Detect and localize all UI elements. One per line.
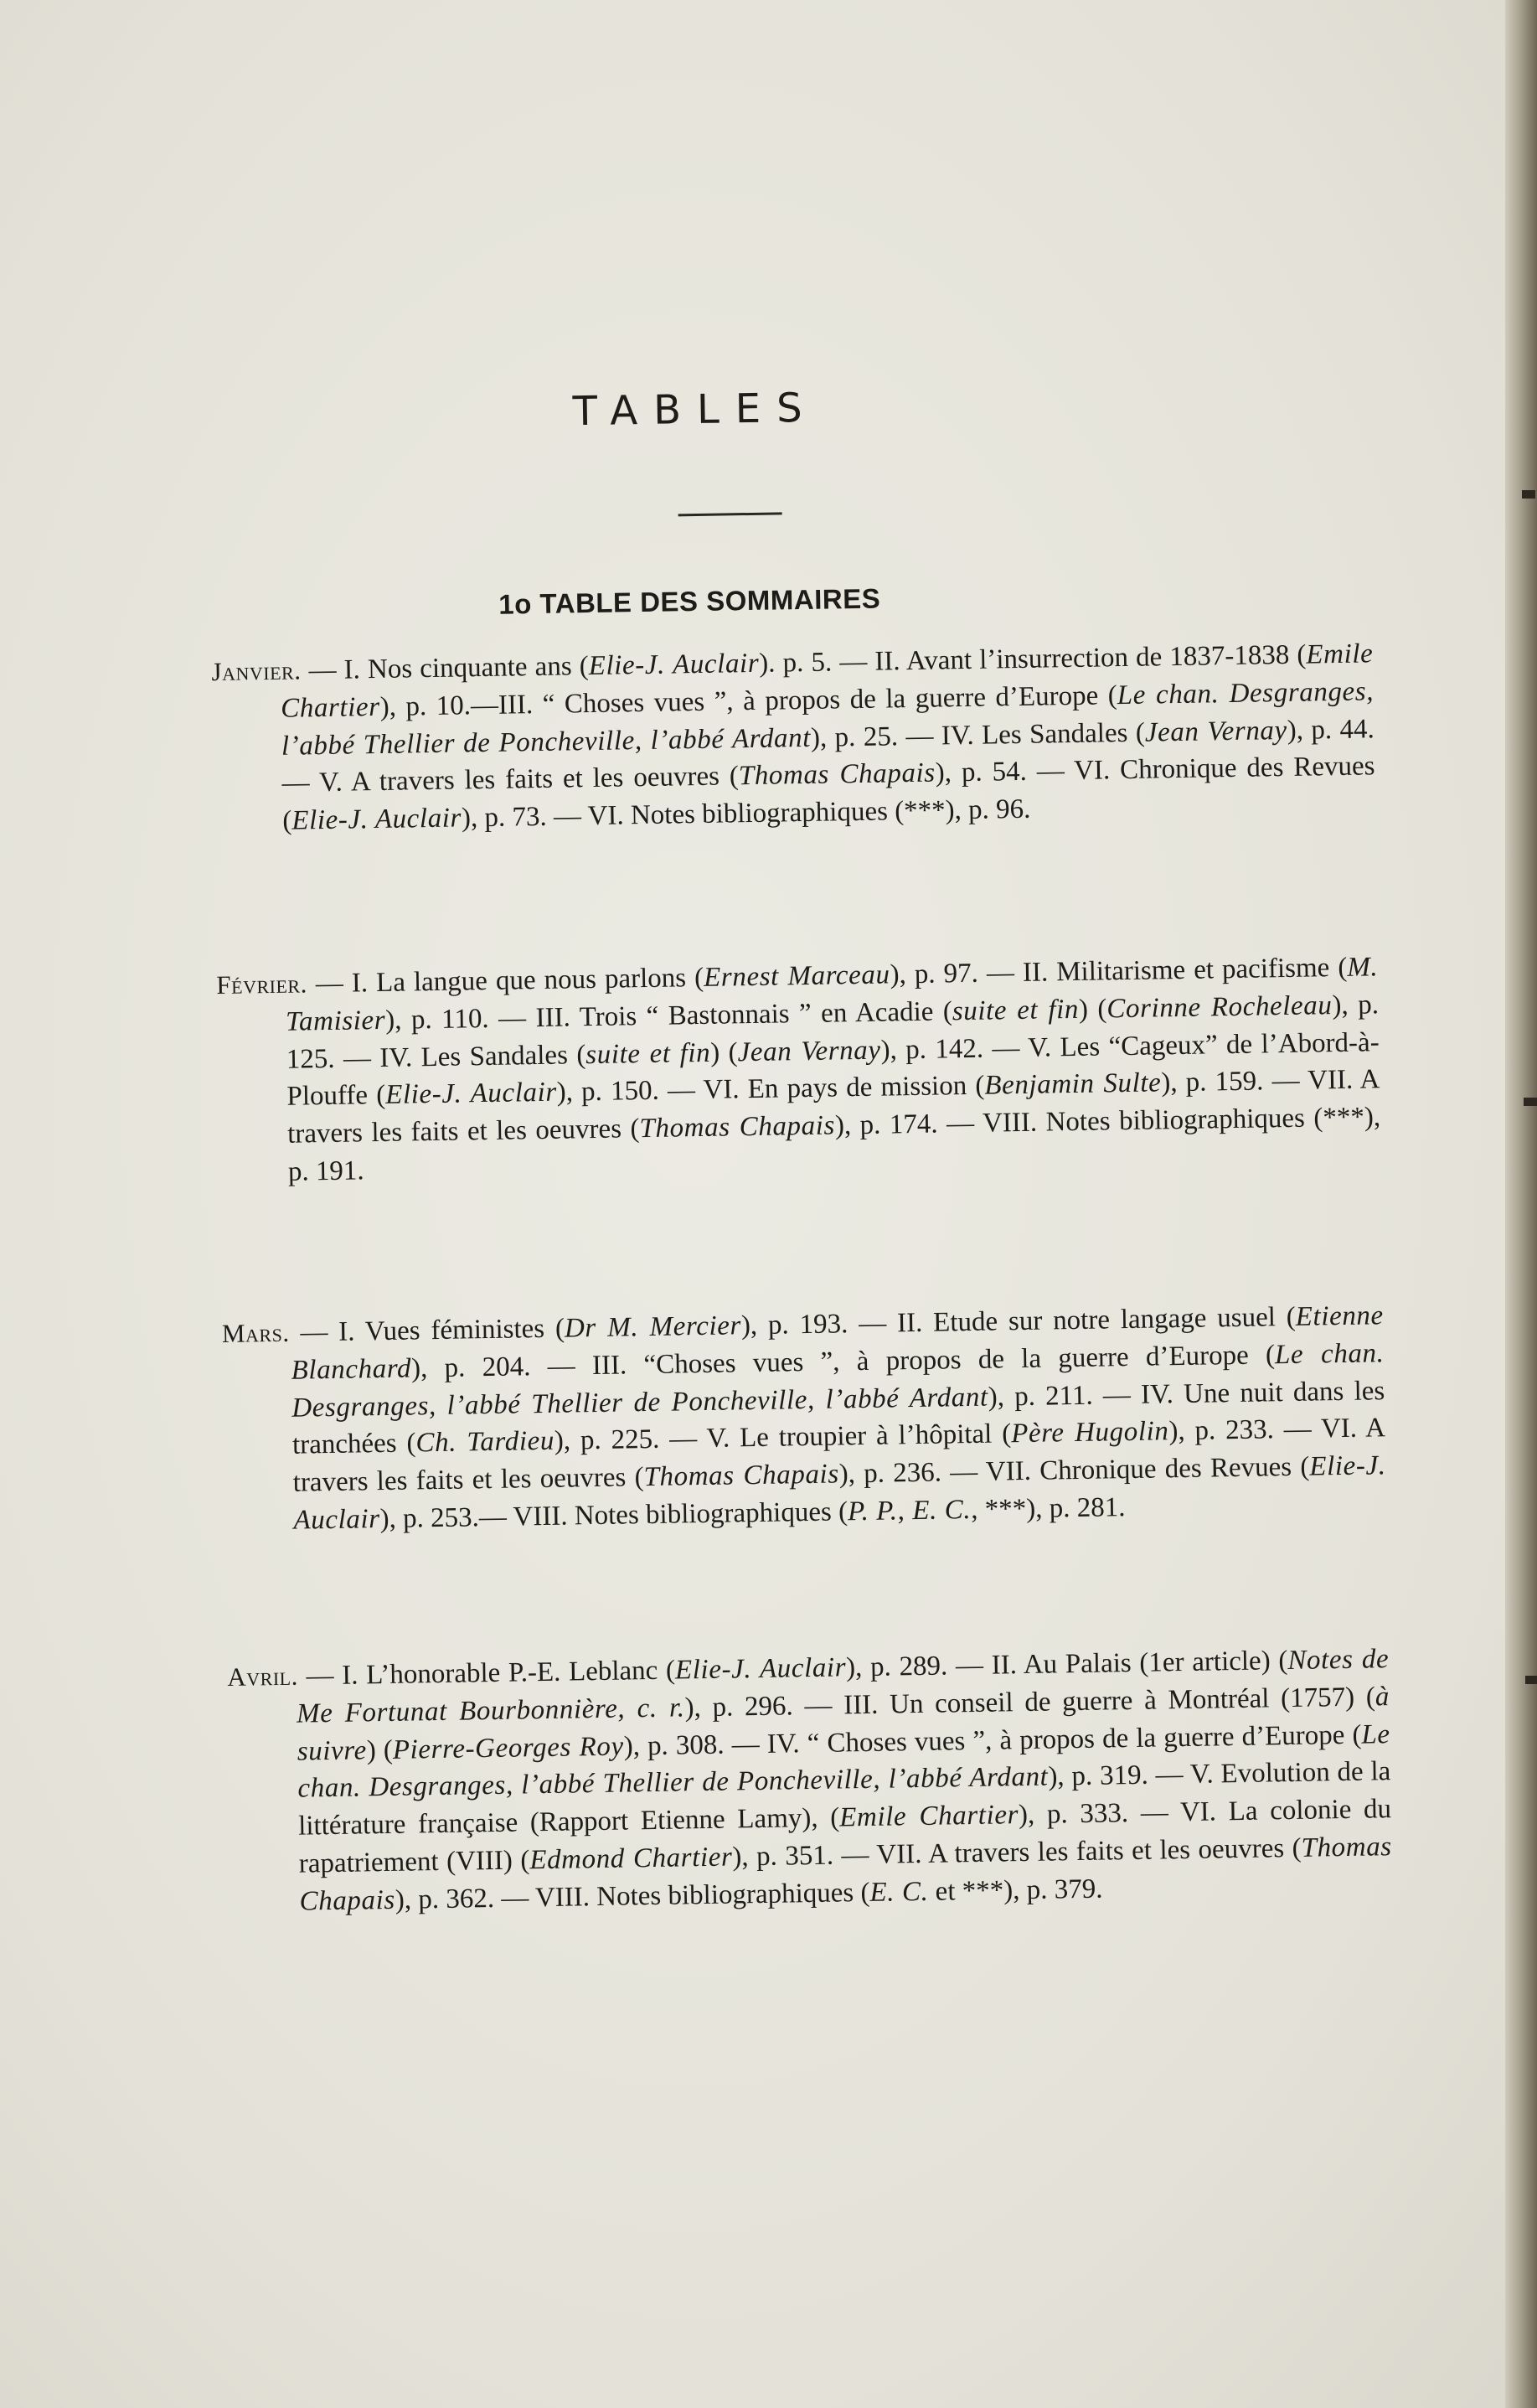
author-name: suite et fin — [585, 1037, 711, 1070]
author-name: Le chan. Desgranges, l’abbé Thellier de Poncheville, l’abbé Ardant — [281, 676, 1375, 762]
entry-text: ), p. 319. — V. Evolution de la littérature française (Rapport Etienne Lamy), ( — [297, 1756, 1391, 1842]
entry-text: ). p. 5. — II. Avant l’insurrection de 1837-1838 ( — [758, 639, 1307, 679]
entry-text: ), p. 142. — V. Les “Cageux” de l’Abord-à-Plouffe ( — [286, 1026, 1380, 1113]
entry-text: ), p. 333. — VI. La colonie du rapatriement (VIII) ( — [298, 1794, 1392, 1879]
page-title: TABLES — [572, 384, 819, 436]
entry-text: ), p. 296. — III. Un conseil de guerre à Montréal (1757) ( — [684, 1682, 1376, 1723]
author-name: Jean Vernay — [737, 1035, 881, 1067]
entry-text: ), p. 159. — VII. A travers les faits et les oeuvres ( — [286, 1064, 1380, 1150]
author-name: M. Tamisier — [285, 952, 1379, 1037]
author-name: Emile Chartier — [280, 638, 1374, 724]
month-label: Avril. — [227, 1661, 299, 1692]
entry-text: ), p. 25. — IV. Les Sandales ( — [810, 717, 1146, 753]
edge-mark — [1525, 1676, 1537, 1684]
author-name: Thomas Chapais — [738, 757, 936, 792]
entry-text: ), p. 236. — VII. Chronique des Revues ( — [838, 1451, 1310, 1490]
entry-text: ), p. 351. — VII. A travers les faits et les oeuvres ( — [732, 1832, 1302, 1873]
book-spine-edge — [1505, 0, 1537, 2408]
entry-text: ), p. 193. — II. Etude sur notre langage usuel ( — [740, 1301, 1297, 1341]
entry-text: ), p. 10.—III. “ Choses vues ”, à propos de la guerre d’Europe ( — [379, 680, 1118, 722]
author-name: Père Hugolin — [1010, 1416, 1169, 1449]
section-title: 1o TABLE DES SOMMAIRES — [498, 582, 881, 620]
author-name: E. C. — [869, 1876, 929, 1908]
author-name: Ernest Marceau — [703, 959, 890, 993]
entry-text: ), p. 97. — II. Militarisme et pacifisme ( — [890, 952, 1348, 990]
month-label: Janvier. — [211, 655, 302, 687]
entry-text: ), p. 44. — V. A travers les faits et les oeuvres ( — [281, 713, 1375, 799]
author-name: Dr M. Mercier — [564, 1310, 742, 1344]
entry-text: ), p. 204. — III. “Choses vues ”, à propos de la guerre d’Europe ( — [410, 1340, 1276, 1384]
author-name: Emile Chartier — [838, 1800, 1019, 1833]
author-name: Elie-J. Auclair — [293, 1450, 1386, 1536]
author-name: Thomas Chapais — [643, 1459, 840, 1493]
entry-text: ), p. 150. — VI. En pays de mission ( — [556, 1071, 985, 1108]
entry-janvier — [211, 635, 1375, 841]
author-name: Thomas Chapais — [639, 1110, 836, 1145]
edge-mark — [1524, 1098, 1537, 1106]
entry-avril — [227, 1641, 1393, 1921]
author-name: Elie-J. Auclair — [291, 803, 462, 836]
entry-fevrier — [216, 948, 1381, 1192]
entry-text: ), p. 362. — VIII. Notes bibliographiques ( — [395, 1877, 870, 1915]
entry-text: ), p. 253.— VIII. Notes bibliographiques ( — [379, 1496, 848, 1535]
entry-text: ), p. 308. — IV. “ Choses vues ”, à propos de la guerre d’Europe ( — [623, 1719, 1362, 1762]
entry-text: ), p. 289. — II. Au Palais (1er article) ( — [845, 1646, 1288, 1683]
author-name: Le chan. Desgranges, l’abbé Thellier de Poncheville, l’abbé Ardant — [297, 1718, 1390, 1805]
entry-text: ), p. 225. — V. Le troupier à l’hôpital ( — [554, 1418, 1012, 1457]
author-name: Edmond Chartier — [529, 1842, 733, 1876]
author-name: Thomas Chapais — [299, 1832, 1393, 1917]
author-name: Elie-J. Auclair — [384, 1077, 558, 1111]
author-name: Pierre-Georges Roy — [392, 1731, 624, 1765]
author-name: Notes de Me Fortunat Bourbonnière, c. r. — [296, 1644, 1390, 1729]
author-name: Jean Vernay — [1144, 715, 1287, 748]
month-label: Février. — [216, 969, 308, 1000]
entry-text: , ***), p. 281. — [970, 1492, 1126, 1525]
author-name: Benjamin Sulte — [984, 1067, 1162, 1102]
entry-text: — I. Vues féministes ( — [289, 1313, 565, 1348]
entry-text: ), p. 211. — IV. Une nuit dans les tranchées ( — [291, 1375, 1385, 1461]
entry-text: ), p. 233. — VI. A travers les faits et les oeuvres ( — [292, 1413, 1386, 1498]
entry-text: ), p. 73. — VI. Notes bibliographiques (***), p. 96. — [461, 793, 1031, 834]
entry-text: ), p. 54. — VI. Chronique des Revues ( — [282, 751, 1375, 836]
entry-text: — I. L’honorable P.-E. Leblanc ( — [297, 1655, 676, 1692]
author-name: Etienne Blanchard — [291, 1300, 1385, 1386]
author-name: Ch. Tardieu — [415, 1426, 555, 1459]
author-name: Corinne Rocheleau — [1106, 990, 1333, 1025]
entry-text: ), p. 110. — III. Trois “ Bastonnais ” en Acadie ( — [384, 996, 953, 1036]
entry-text: et ***), p. 379. — [928, 1873, 1103, 1907]
entry-text: — I. Nos cinquante ans ( — [301, 651, 590, 686]
author-name: suite et fin — [952, 994, 1080, 1027]
author-name: P. P., E. C. — [847, 1494, 972, 1527]
entry-mars — [222, 1297, 1387, 1541]
entry-text: ) ( — [709, 1036, 738, 1068]
entry-text: — I. La langue que nous parlons ( — [307, 962, 704, 1000]
entry-text: ) ( — [1078, 994, 1107, 1025]
month-label: Mars. — [221, 1317, 290, 1348]
author-name: à suivre — [297, 1681, 1390, 1767]
entry-text: ) ( — [366, 1734, 394, 1765]
edge-mark — [1522, 490, 1535, 499]
author-name: Elie-J. Auclair — [588, 648, 760, 682]
author-name: Elie-J. Auclair — [674, 1652, 847, 1686]
entry-text: ), p. 125. — IV. Les Sandales ( — [286, 990, 1380, 1075]
entry-text: ), p. 174. — VIII. Notes bibliographiques (***), p. 191. — [287, 1102, 1381, 1187]
author-name: Le chan. Desgranges, l’abbé Thellier de Poncheville, l’abbé Ardant — [291, 1338, 1385, 1424]
